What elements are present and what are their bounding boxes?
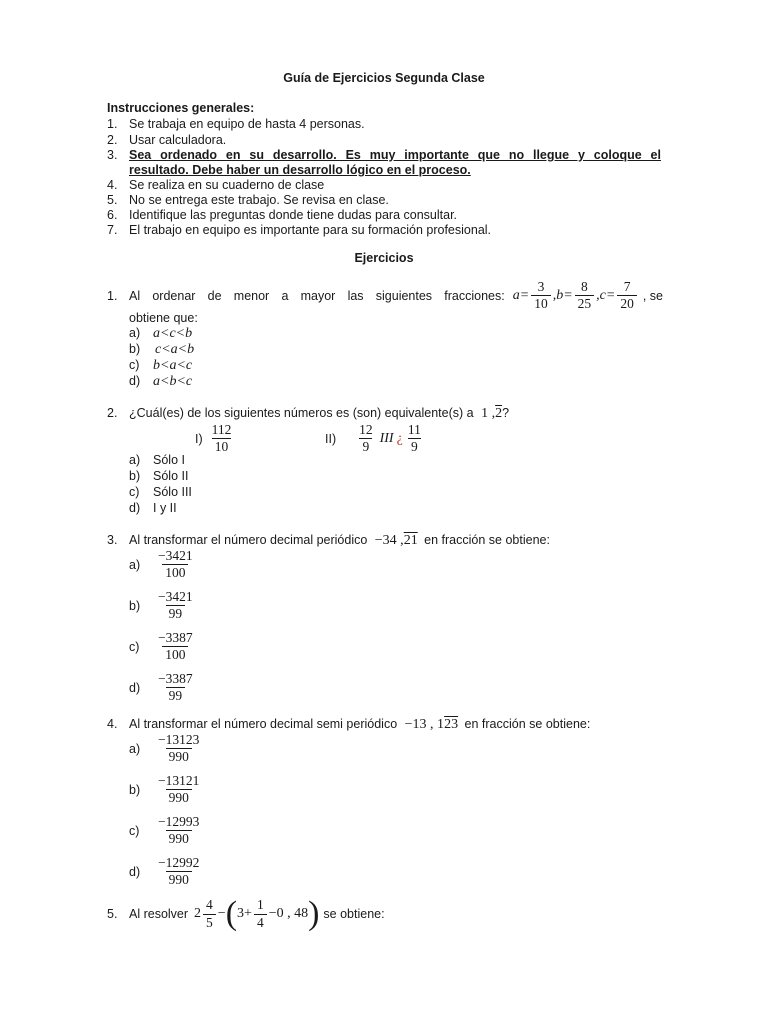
fraction: $\frac{7}{20}$ (617, 280, 637, 311)
instruction-number: 1. (107, 117, 118, 131)
fraction: $\frac{12}{9}$ (359, 422, 373, 455)
instruction-item (107, 208, 457, 222)
question-number: 3. (107, 533, 118, 547)
instruction-text: Identifique las preguntas donde tiene dudas para consultar. (129, 208, 458, 222)
q1-fractions: a= $\frac{3}{10}$ ,b= $\frac{8}{25}$ ,c= $\frac{7}{20}$ (513, 280, 639, 311)
question-3: 3. Al transformar el número decimal periódico −34 ,21 en fracción se obtiene: (107, 533, 550, 548)
fraction: $\frac{4}{5}$ (203, 898, 216, 929)
fraction: $\frac{-12993}{990}$ (158, 814, 200, 847)
fraction: $\frac{-3387}{99}$ (158, 671, 193, 704)
instruction-number: 2. (107, 133, 118, 147)
option-c: c) b<a<c (129, 358, 193, 373)
instruction-number: 6. (107, 208, 118, 222)
q2-item-ii-iii: II) $\frac{12}{9}$ III ¿ $\frac{11}{9}$ (325, 423, 426, 454)
fraction: $\frac{-3421}{100}$ (158, 548, 193, 581)
option-c: c) Sólo III (129, 485, 192, 499)
question-number: 2. (107, 406, 118, 420)
fraction: $\frac{3}{10}$ (531, 280, 551, 311)
question-number: 1. (107, 288, 118, 303)
exercises-heading: Ejercicios (354, 251, 414, 265)
instruction-text: Se trabaja en equipo de hasta 4 personas. (129, 117, 365, 131)
option-b: b) $\frac{-3421}{99}$ (129, 590, 198, 621)
fraction: $\frac{1}{4}$ (254, 898, 267, 929)
fraction: $\frac{-13121}{990}$ (158, 773, 200, 806)
fraction: $\frac{-3387}{100}$ (158, 630, 193, 663)
instruction-item (107, 178, 324, 192)
option-a: a) a<c<b (129, 326, 193, 341)
fraction: $\frac{11}{9}$ (407, 422, 421, 455)
instruction-text-line1: Sea ordenado en su desarrollo. Es muy importante que no llegue y coloque el (129, 148, 661, 162)
option-b: b) $\frac{-13121}{990}$ (129, 774, 204, 805)
q2-item-i: I) $\frac{112}{10}$ (195, 423, 236, 454)
option-a: a) $\frac{-13123}{990}$ (129, 733, 204, 764)
instruction-number: 3. (107, 148, 118, 162)
question-4: 4. Al transformar el número decimal semi periódico −13 , 123 en fracción se obtiene: (107, 717, 591, 732)
instruction-item-important (107, 148, 662, 162)
option-d: d) a<b<c (129, 374, 193, 389)
instruction-text: El trabajo en equipo es importante para su formación profesional. (129, 223, 492, 237)
instruction-number: 4. (107, 178, 118, 192)
instruction-text: Usar calculadora. (129, 133, 227, 147)
option-d: d) $\frac{-12992}{990}$ (129, 856, 204, 887)
question-1: 1. Al ordenar de menor a mayor las siguientes fracciones: a= $\frac{3}{10}$ ,b= $\frac{8}{25}$ ,c= $\frac{7}{20}$ , se (107, 279, 663, 312)
fraction: $\frac{-12992}{990}$ (158, 855, 200, 888)
question-number: 4. (107, 717, 118, 731)
instruction-text: Se realiza en su cuaderno de clase (129, 178, 325, 192)
fraction: $\frac{-3421}{99}$ (158, 589, 193, 622)
instruction-item (107, 133, 226, 147)
option-d: d) I y II (129, 501, 177, 515)
fraction: $\frac{8}{25}$ (575, 280, 595, 311)
option-c: c) $\frac{-3387}{100}$ (129, 631, 198, 662)
instruction-text: No se entrega este trabajo. Se revisa en clase. (129, 193, 389, 207)
question-2: 2. ¿Cuál(es) de los siguientes números es (son) equivalente(s) a 1 ,2? (107, 406, 510, 421)
option-a: a) Sólo I (129, 453, 185, 467)
page-title: Guía de Ejercicios Segunda Clase (283, 71, 485, 85)
option-b: b) c<a<b (129, 342, 195, 357)
instruction-item (107, 193, 389, 207)
question-5: 5. Al resolver 2 $\frac{4}{5}$ − ( 3+ $\frac{1}{4}$ −0 , 48 ) se obtiene: (107, 895, 385, 932)
option-a: a) $\frac{-3421}{100}$ (129, 549, 198, 580)
question-1-continuation: obtiene que: (129, 311, 198, 325)
instruction-number: 5. (107, 193, 118, 207)
instruction-text-line2: resultado. Debe haber un desarrollo lógico en el proceso. (129, 163, 471, 177)
fraction: $\frac{112}{10}$ (211, 422, 232, 455)
option-d: d) $\frac{-3387}{99}$ (129, 672, 198, 703)
instruction-item (107, 117, 365, 131)
option-c: c) $\frac{-12993}{990}$ (129, 815, 204, 846)
instruction-number: 7. (107, 223, 118, 237)
instruction-item-continuation (129, 163, 471, 177)
option-b: b) Sólo II (129, 469, 189, 483)
question-number: 5. (107, 907, 118, 921)
instruction-item (107, 223, 491, 237)
instructions-heading: Instrucciones generales: (107, 101, 255, 115)
fraction: $\frac{-13123}{990}$ (158, 732, 200, 765)
